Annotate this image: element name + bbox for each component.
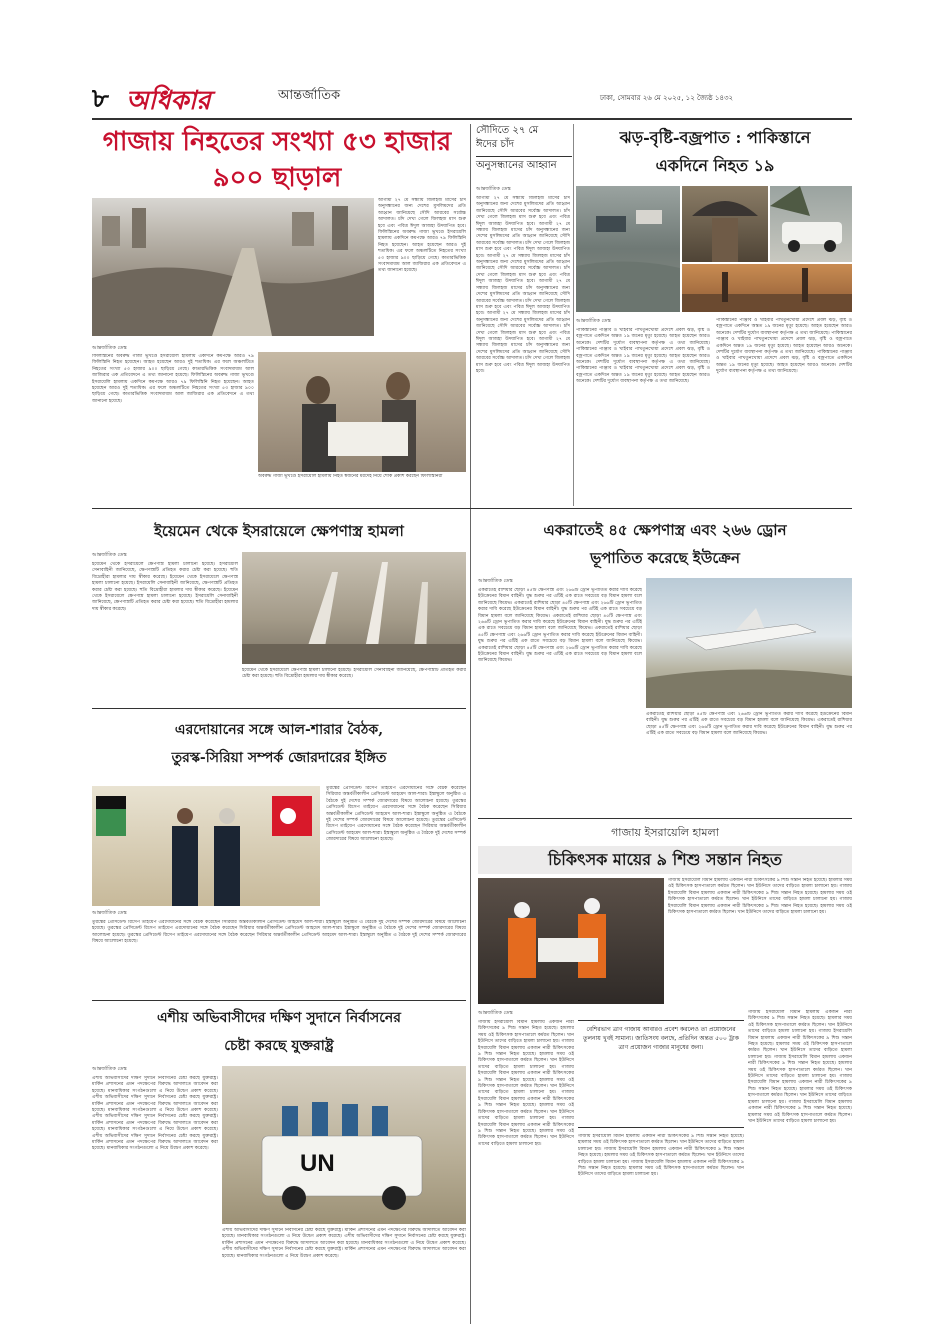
pakistan-title-line2: একদিনে নিহত ১৯ [655,156,775,175]
sudan-un-photo [222,1066,466,1224]
mourners-illustration [258,352,466,472]
ukraine-body-right: একরাতেই রাশিয়ার ছোড়া ৪৫টি ক্ষেপণাস্ত্র এবং ২৬৬টি ড্রোন ভূপাতিত করার দাবি করেছে ইউক্রেনের বিমান বাহিনী। যুদ্ধ শুরুর পর এটিই এক রাতে সবচেয়ে বড় বিমান হামলা বলে জানিয়েছে কিয়েভ। একরাতেই রাশিয়ার ছোড়া ৪৫টি ক্ষেপণাস্ত্র এবং ২৬৬টি ড্রোন ভূপাতিত করার দাবি করেছে ইউক্রেনের বিমান বাহিনী। যুদ্ধ শুরুর পর এটিই এক রাতে সবচেয়ে বড় বিমান হামলা বলে জানিয়েছে কিয়েভ। [646,712,852,737]
doctor-body-right: গাজায় ইসরায়েলি বিমান হামলায় একজন নারী চিকিৎসকের ৯ শিশু সন্তান নিহত হয়েছে। হামলার সময় ওই চিকিৎসক হাসপাতালে কর্মরত ছিলেন। খান ইউনিসে তাদের বাড়িতে হামলা চালানো হয়। গাজায় ইসরায়েলি বিমান হামলায় একজন নারী চিকিৎসকের ৯ শিশু সন্তান নিহত হয়েছে। হামলার সময় ওই চিকিৎসক হাসপাতালে কর্মরত ছিলেন। খান ইউনিসে তাদের বাড়িতে হামলা চালানো হয়। গাজায় ইসরায়েলি বিমান হামলায় একজন নারী চিকিৎসকের ৯ শিশু সন্তান নিহত হয়েছে। হামলার সময় ওই চিকিৎসক হাসপাতালে কর্মরত ছিলেন। খান ইউনিসে তাদের বাড়িতে হামলা চালানো হয়। [668,878,852,916]
doctor-headline: চিকিৎসক মায়ের ৯ শিশু সন্তান নিহত [478,846,852,874]
saudi-box [476,124,572,184]
section-rule [92,1000,466,1001]
turkey-title-line2: তুরস্ক-সিরিয়া সম্পর্ক জোরদারের ইঙ্গিত [171,750,387,766]
pakistan-street-photo [682,264,852,312]
ukraine-body-left: একরাতেই রাশিয়ার ছোড়া ৪৫টি ক্ষেপণাস্ত্র এবং ২৬৬টি ড্রোন ভূপাতিত করার দাবি করেছে ইউক্রেনের বিমান বাহিনী। যুদ্ধ শুরুর পর এটিই এক রাতে সবচেয়ে বড় বিমান হামলা বলে জানিয়েছে কিয়েভ। একরাতেই রাশিয়ার ছোড়া ৪৫টি ক্ষেপণাস্ত্র এবং ২৬৬টি ড্রোন ভূপাতিত করার দাবি করেছে ইউক্রেনের বিমান বাহিনী। যুদ্ধ শুরুর পর এটিই এক রাতে সবচেয়ে বড় বিমান হামলা বলে জানিয়েছে কিয়েভ। একরাতেই রাশিয়ার ছোড়া ৪৫টি ক্ষেপণাস্ত্র এবং ২৬৬টি ড্রোন ভূপাতিত করার দাবি করেছে ইউক্রেনের বিমান বাহিনী। যুদ্ধ শুরুর পর এটিই এক রাতে সবচেয়ে বড় বিমান হামলা বলে জানিয়েছে কিয়েভ। একরাতেই রাশিয়ার ছোড়া ৪৫টি ক্ষেপণাস্ত্র এবং ২৬৬টি ড্রোন ভূপাতিত করার দাবি করেছে ইউক্রেনের বিমান বাহিনী। যুদ্ধ শুরুর পর এটিই এক রাতে সবচেয়ে বড় বিমান হামলা বলে জানিয়েছে কিয়েভ। একরাতেই রাশিয়ার ছোড়া ৪৫টি ক্ষেপণাস্ত্র এবং ২৬৬টি ড্রোন ভূপাতিত করার দাবি করেছে ইউক্রেনের বিমান বাহিনী। যুদ্ধ শুরুর পর এটিই এক রাতে সবচেয়ে বড় বিমান হামলা বলে জানিয়েছে কিয়েভ। [478,588,642,664]
turkey-body-right: তুরস্কের প্রেসিডেন্ট রিসেপ তাইয়েপ এরদোয়ানের সঙ্গে বৈঠক করেছেন সিরিয়ার অন্তর্বর্তীকালীন প্রেসিডেন্ট আহমেদ আল-শারা। ইস্তাম্বুলে অনুষ্ঠিত এ বৈঠকে দুই দেশের সম্পর্ক জোরদারের বিষয়ে আলোচনা হয়েছে। তুরস্কের প্রেসিডেন্ট রিসেপ তাইয়েপ এরদোয়ানের সঙ্গে বৈঠক করেছেন সিরিয়ার অন্তর্বর্তীকালীন প্রেসিডেন্ট আহমেদ আল-শারা। ইস্তাম্বুলে অনুষ্ঠিত এ বৈঠকে দুই দেশের সম্পর্ক জোরদারের বিষয়ে আলোচনা হয়েছে। তুরস্কের প্রেসিডেন্ট রিসেপ তাইয়েপ এরদোয়ানের সঙ্গে বৈঠক করেছেন সিরিয়ার অন্তর্বর্তীকালীন প্রেসিডেন্ট আহমেদ আল-শারা। ইস্তাম্বুলে অনুষ্ঠিত এ বৈঠকে দুই দেশের সম্পর্ক জোরদারের বিষয়ে আলোচনা হয়েছে। [326,786,466,843]
gaza-body: ফিলিস্তিনের অবরুদ্ধ গাজা ভূখণ্ডে ইসরায়েলি হামলায় একদিনে কমপক্ষে আরও ৭৯ ফিলিস্তিনি নিহত হয়েছেন। আহত হয়েছেন আরও দুই শতাধিক। এর ফলে অঞ্চলটিতে নিহতের সংখ্যা ৫৩ হাজার ৯০০ ছাড়িয়ে গেছে। কাতারভিত্তিক সংবাদমাধ্যম আল জাজিরার এক প্রতিবেদনে এ তথ্য জানানো হয়েছে। ফিলিস্তিনের অবরুদ্ধ গাজা ভূখণ্ডে ইসরায়েলি হামলায় একদিনে কমপক্ষে আরও ৭৯ ফিলিস্তিনি নিহত হয়েছেন। আহত হয়েছেন আরও দুই শতাধিক। এর ফলে অঞ্চলটিতে নিহতের সংখ্যা ৫৩ হাজার ৯০০ ছাড়িয়ে গেছে। কাতারভিত্তিক সংবাদমাধ্যম আল জাজিরার এক প্রতিবেদনে এ তথ্য জানানো হয়েছে। [92,354,254,404]
yemen-body-left: ইয়েমেন থেকে ইসরায়েলে ক্ষেপণাস্ত্র হামলা চালানো হয়েছে। ইসরায়েলি সেনাবাহিনী জানিয়েছে, ক্ষেপণাস্ত্রটি প্রতিহত করার চেষ্টা করা হয়েছে। হুতি বিদ্রোহীরা হামলার দায় স্বীকার করেছে। ইয়েমেন থেকে ইসরায়েলে ক্ষেপণাস্ত্র হামলা চালানো হয়েছে। ইসরায়েলি সেনাবাহিনী জানিয়েছে, ক্ষেপণাস্ত্রটি প্রতিহত করার চেষ্টা করা হয়েছে। হুতি বিদ্রোহীরা হামলার দায় স্বীকার করেছে। ইয়েমেন থেকে ইসরায়েলে ক্ষেপণাস্ত্র হামলা চালানো হয়েছে। ইসরায়েলি সেনাবাহিনী জানিয়েছে, ক্ষেপণাস্ত্রটি প্রতিহত করার চেষ্টা করা হয়েছে। হুতি বিদ্রোহীরা হামলার দায় স্বীকার করেছে। [92,562,238,612]
saudi-title3: অনুসন্ধানের আহ্বান [476,156,572,173]
gaza-byline: আন্তর্জাতিক ডেস্ক [92,345,127,351]
page-number: ৮ [92,84,109,114]
gaza-title-line2: ৯০০ ছাড়াল [212,163,342,193]
saudi-title2: ঈদের চাঁদ [476,139,515,150]
doctor-body-mid: গাজায় ইসরায়েলি বিমান হামলায় একজন নারী চিকিৎসকের ৯ শিশু সন্তান নিহত হয়েছে। হামলার সময় ওই চিকিৎসক হাসপাতালে কর্মরত ছিলেন। খান ইউনিসে তাদের বাড়িতে হামলা চালানো হয়। গাজায় ইসরায়েলি বিমান হামলায় একজন নারী চিকিৎসকের ৯ শিশু সন্তান নিহত হয়েছে। হামলার সময় ওই চিকিৎসক হাসপাতালে কর্মরত ছিলেন। খান ইউনিসে তাদের বাড়িতে হামলা চালানো হয়। গাজায় ইসরায়েলি বিমান হামলায় একজন নারী চিকিৎসকের ৯ শিশু সন্তান নিহত হয়েছে। হামলার সময় ওই চিকিৎসক হাসপাতালে কর্মরত ছিলেন। খান ইউনিসে তাদের বাড়িতে হামলা চালানো হয়। [578,1134,744,1178]
car-illustration [770,186,852,262]
ukraine-title-line2: ভূপাতিত করেছে ইউক্রেন [590,549,740,567]
un-vehicle-label: UN [300,1150,335,1177]
missile-launch-illustration [242,552,466,664]
page-header [92,76,852,120]
pakistan-body-left: পাকিস্তানের পাঞ্জাব ও খাইবার পাখতুনখোয়া প্রদেশে প্রবল ঝড়, বৃষ্টি ও বজ্রপাতে একদিনে অন্তত ১৯ জনের মৃত্যু হয়েছে। আহত হয়েছেন আরও অনেকে। দেশটির দুর্যোগ ব্যবস্থাপনা কর্তৃপক্ষ এ তথ্য জানিয়েছে। পাকিস্তানের পাঞ্জাব ও খাইবার পাখতুনখোয়া প্রদেশে প্রবল ঝড়, বৃষ্টি ও বজ্রপাতে একদিনে অন্তত ১৯ জনের মৃত্যু হয়েছে। আহত হয়েছেন আরও অনেকে। দেশটির দুর্যোগ ব্যবস্থাপনা কর্তৃপক্ষ এ তথ্য জানিয়েছে। পাকিস্তানের পাঞ্জাব ও খাইবার পাখতুনখোয়া প্রদেশে প্রবল ঝড়, বৃষ্টি ও বজ্রপাতে একদিনে অন্তত ১৯ জনের মৃত্যু হয়েছে। আহত হয়েছেন আরও অনেকে। দেশটির দুর্যোগ ব্যবস্থাপনা কর্তৃপক্ষ এ তথ্য জানিয়েছে। [576,328,710,385]
pakistan-car-photo [770,186,852,262]
turkey-byline: আন্তর্জাতিক ডেস্ক [92,910,127,916]
pakistan-title-line1: ঝড়-বৃষ্টি-বজ্রপাত : পাকিস্তানে [619,128,811,147]
doctor-body-far-right: গাজায় ইসরায়েলি বিমান হামলায় একজন নারী চিকিৎসকের ৯ শিশু সন্তান নিহত হয়েছে। হামলার সময় ওই চিকিৎসক হাসপাতালে কর্মরত ছিলেন। খান ইউনিসে তাদের বাড়িতে হামলা চালানো হয়। গাজায় ইসরায়েলি বিমান হামলায় একজন নারী চিকিৎসকের ৯ শিশু সন্তান নিহত হয়েছে। হামলার সময় ওই চিকিৎসক হাসপাতালে কর্মরত ছিলেন। খান ইউনিসে তাদের বাড়িতে হামলা চালানো হয়। গাজায় ইসরায়েলি বিমান হামলায় একজন নারী চিকিৎসকের ৯ শিশু সন্তান নিহত হয়েছে। হামলার সময় ওই চিকিৎসক হাসপাতালে কর্মরত ছিলেন। খান ইউনিসে তাদের বাড়িতে হামলা চালানো হয়। গাজায় ইসরায়েলি বিমান হামলায় একজন নারী চিকিৎসকের ৯ শিশু সন্তান নিহত হয়েছে। হামলার সময় ওই চিকিৎসক হাসপাতালে কর্মরত ছিলেন। খান ইউনিসে তাদের বাড়িতে হামলা চালানো হয়। গাজায় ইসরায়েলি বিমান হামলায় একজন নারী চিকিৎসকের ৯ শিশু সন্তান নিহত হয়েছে। হামলার সময় ওই চিকিৎসক হাসপাতালে কর্মরত ছিলেন। খান ইউনিসে তাদের বাড়িতে হামলা চালানো হয়। [748,1010,852,1124]
pakistan-flood-photo [576,186,680,312]
pakistan-headline [578,124,852,180]
sudan-headline [92,1004,466,1060]
section-rule [478,818,852,819]
yemen-body-right: ইয়েমেন থেকে ইসরায়েলে ক্ষেপণাস্ত্র হামলা চালানো হয়েছে। ইসরায়েলি সেনাবাহিনী জানিয়েছে, ক্ষেপণাস্ত্রটি প্রতিহত করার চেষ্টা করা হয়েছে। হুতি বিদ্রোহীরা হামলার দায় স্বীকার করেছে। [242,668,466,680]
section-rule [92,708,466,709]
ukraine-byline: আন্তর্জাতিক ডেস্ক [478,578,513,584]
saudi-byline: আন্তর্জাতিক ডেস্ক [476,186,511,192]
rescue-illustration [478,878,664,1004]
gaza-mourners-photo [258,352,466,472]
gaza-headline [92,124,462,196]
flood-illustration [576,186,680,312]
yemen-missile-photo [242,552,466,664]
saudi-body: আগামী ২৭ মে সন্ধ্যায় জিলহজ মাসের চাঁদ অনুসন্ধানের জন্য দেশের মুসলিমদের প্রতি আহ্বান জানিয়েছে সৌদি আরবের সর্বোচ্চ আদালত। চাঁদ দেখা গেলে জিলহজ মাস শুরু হবে এবং পবিত্র ঈদুল আজহা উদযাপিত হবে। আগামী ২৭ মে সন্ধ্যায় জিলহজ মাসের চাঁদ অনুসন্ধানের জন্য দেশের মুসলিমদের প্রতি আহ্বান জানিয়েছে সৌদি আরবের সর্বোচ্চ আদালত। চাঁদ দেখা গেলে জিলহজ মাস শুরু হবে এবং পবিত্র ঈদুল আজহা উদযাপিত হবে। আগামী ২৭ মে সন্ধ্যায় জিলহজ মাসের চাঁদ অনুসন্ধানের জন্য দেশের মুসলিমদের প্রতি আহ্বান জানিয়েছে সৌদি আরবের সর্বোচ্চ আদালত। চাঁদ দেখা গেলে জিলহজ মাস শুরু হবে এবং পবিত্র ঈদুল আজহা উদযাপিত হবে। আগামী ২৭ মে সন্ধ্যায় জিলহজ মাসের চাঁদ অনুসন্ধানের জন্য দেশের মুসলিমদের প্রতি আহ্বান জানিয়েছে সৌদি আরবের সর্বোচ্চ আদালত। চাঁদ দেখা গেলে জিলহজ মাস শুরু হবে এবং পবিত্র ঈদুল আজহা উদযাপিত হবে। আগামী ২৭ মে সন্ধ্যায় জিলহজ মাসের চাঁদ অনুসন্ধানের জন্য দেশের মুসলিমদের প্রতি আহ্বান জানিয়েছে সৌদি আরবের সর্বোচ্চ আদালত। চাঁদ দেখা গেলে জিলহজ মাস শুরু হবে এবং পবিত্র ঈদুল আজহা উদযাপিত হবে। আগামী ২৭ মে সন্ধ্যায় জিলহজ মাসের চাঁদ অনুসন্ধানের জন্য দেশের মুসলিমদের প্রতি আহ্বান জানিয়েছে সৌদি আরবের সর্বোচ্চ আদালত। চাঁদ দেখা গেলে জিলহজ মাস শুরু হবে এবং পবিত্র ঈদুল আজহা উদযাপিত হবে। [476,196,570,374]
issue-date: ঢাকা, সোমবার ২৬ মে ২০২৫, ১২ জ্যৈষ্ঠ ১৪৩২ [600,94,734,102]
un-vehicle-illustration [222,1066,466,1224]
section-label: আন্তর্জাতিক [278,88,341,103]
sudan-body-left: এশীয় অভিবাসীদের দক্ষিণ সুদানে নির্বাসনের চেষ্টা করছে যুক্তরাষ্ট্র। মার্কিন প্রশাসনের এমন পদক্ষেপের বিরুদ্ধে আদালতে আবেদন করা হয়েছে। মানবাধিকার সংগঠনগুলো এ নিয়ে উদ্বেগ প্রকাশ করেছে। এশীয় অভিবাসীদের দক্ষিণ সুদানে নির্বাসনের চেষ্টা করছে যুক্তরাষ্ট্র। মার্কিন প্রশাসনের এমন পদক্ষেপের বিরুদ্ধে আদালতে আবেদন করা হয়েছে। মানবাধিকার সংগঠনগুলো এ নিয়ে উদ্বেগ প্রকাশ করেছে। এশীয় অভিবাসীদের দক্ষিণ সুদানে নির্বাসনের চেষ্টা করছে যুক্তরাষ্ট্র। মার্কিন প্রশাসনের এমন পদক্ষেপের বিরুদ্ধে আদালতে আবেদন করা হয়েছে। মানবাধিকার সংগঠনগুলো এ নিয়ে উদ্বেগ প্রকাশ করেছে। এশীয় অভিবাসীদের দক্ষিণ সুদানে নির্বাসনের চেষ্টা করছে যুক্তরাষ্ট্র। মার্কিন প্রশাসনের এমন পদক্ষেপের বিরুদ্ধে আদালতে আবেদন করা হয়েছে। মানবাধিকার সংগঠনগুলো এ নিয়ে উদ্বেগ প্রকাশ করেছে। [92,1076,218,1152]
yemen-headline: ইয়েমেন থেকে ইসরায়েলে ক্ষেপণাস্ত্র হামলা [154,522,404,540]
gaza-rubble-photo [92,198,374,336]
storm-street-illustration [682,264,852,312]
column-divider [470,124,471,1324]
doctor-quote-text: বেশিরভাগ ত্রাণ গাজায় আবারও প্রবেশ করলেও তা প্রয়োজনের তুলনায় খুবই সামান্য। জাতিসংঘ বলছে, প্রতিদিন অন্তত ৫০০ ট্রাক ত্রাণ প্রয়োজন গাজার মানুষের জন্য। [583,1026,739,1051]
ukraine-drone-photo [646,578,852,708]
meeting-illustration [92,786,320,906]
section-rule [92,508,852,509]
header-rule [92,118,852,120]
doctor-body-left: গাজায় ইসরায়েলি বিমান হামলায় একজন নারী চিকিৎসকের ৯ শিশু সন্তান নিহত হয়েছে। হামলার সময় ওই চিকিৎসক হাসপাতালে কর্মরত ছিলেন। খান ইউনিসে তাদের বাড়িতে হামলা চালানো হয়। গাজায় ইসরায়েলি বিমান হামলায় একজন নারী চিকিৎসকের ৯ শিশু সন্তান নিহত হয়েছে। হামলার সময় ওই চিকিৎসক হাসপাতালে কর্মরত ছিলেন। খান ইউনিসে তাদের বাড়িতে হামলা চালানো হয়। গাজায় ইসরায়েলি বিমান হামলায় একজন নারী চিকিৎসকের ৯ শিশু সন্তান নিহত হয়েছে। হামলার সময় ওই চিকিৎসক হাসপাতালে কর্মরত ছিলেন। খান ইউনিসে তাদের বাড়িতে হামলা চালানো হয়। গাজায় ইসরায়েলি বিমান হামলায় একজন নারী চিকিৎসকের ৯ শিশু সন্তান নিহত হয়েছে। হামলার সময় ওই চিকিৎসক হাসপাতালে কর্মরত ছিলেন। খান ইউনিসে তাদের বাড়িতে হামলা চালানো হয়। গাজায় ইসরায়েলি বিমান হামলায় একজন নারী চিকিৎসকের ৯ শিশু সন্তান নিহত হয়েছে। হামলার সময় ওই চিকিৎসক হাসপাতালে কর্মরত ছিলেন। খান ইউনিসে তাদের বাড়িতে হামলা চালানো হয়। [478,1020,574,1147]
ukraine-headline [478,516,852,572]
masthead-text: অধিকার [126,86,211,116]
gaza-right-column-text: আগামী ২৭ মে সন্ধ্যায় জিলহজ মাসের চাঁদ অনুসন্ধানের জন্য দেশের মুসলিমদের প্রতি আহ্বান জানিয়েছে সৌদি আরবের সর্বোচ্চ আদালত। চাঁদ দেখা গেলে জিলহজ মাস শুরু হবে এবং পবিত্র ঈদুল আজহা উদযাপিত হবে। ফিলিস্তিনের অবরুদ্ধ গাজা ভূখণ্ডে ইসরায়েলি হামলায় একদিনে কমপক্ষে আরও ৭৯ ফিলিস্তিনি নিহত হয়েছেন। আহত হয়েছেন আরও দুই শতাধিক। এর ফলে অঞ্চলটিতে নিহতের সংখ্যা ৫৩ হাজার ৯০০ ছাড়িয়ে গেছে। কাতারভিত্তিক সংবাদমাধ্যম আল জাজিরার এক প্রতিবেদনে এ তথ্য জানানো হয়েছে। [378,198,466,274]
yemen-byline: আন্তর্জাতিক ডেস্ক [92,552,127,558]
pakistan-body-right: পাকিস্তানের পাঞ্জাব ও খাইবার পাখতুনখোয়া প্রদেশে প্রবল ঝড়, বৃষ্টি ও বজ্রপাতে একদিনে অন্তত ১৯ জনের মৃত্যু হয়েছে। আহত হয়েছেন আরও অনেকে। দেশটির দুর্যোগ ব্যবস্থাপনা কর্তৃপক্ষ এ তথ্য জানিয়েছে। পাকিস্তানের পাঞ্জাব ও খাইবার পাখতুনখোয়া প্রদেশে প্রবল ঝড়, বৃষ্টি ও বজ্রপাতে একদিনে অন্তত ১৯ জনের মৃত্যু হয়েছে। আহত হয়েছেন আরও অনেকে। দেশটির দুর্যোগ ব্যবস্থাপনা কর্তৃপক্ষ এ তথ্য জানিয়েছে। পাকিস্তানের পাঞ্জাব ও খাইবার পাখতুনখোয়া প্রদেশে প্রবল ঝড়, বৃষ্টি ও বজ্রপাতে একদিনে অন্তত ১৯ জনের মৃত্যু হয়েছে। আহত হয়েছেন আরও অনেকে। দেশটির দুর্যোগ ব্যবস্থাপনা কর্তৃপক্ষ এ তথ্য জানিয়েছে। [716,318,852,375]
sudan-body-right: এশীয় অভিবাসীদের দক্ষিণ সুদানে নির্বাসনের চেষ্টা করছে যুক্তরাষ্ট্র। মার্কিন প্রশাসনের এমন পদক্ষেপের বিরুদ্ধে আদালতে আবেদন করা হয়েছে। মানবাধিকার সংগঠনগুলো এ নিয়ে উদ্বেগ প্রকাশ করেছে। এশীয় অভিবাসীদের দক্ষিণ সুদানে নির্বাসনের চেষ্টা করছে যুক্তরাষ্ট্র। মার্কিন প্রশাসনের এমন পদক্ষেপের বিরুদ্ধে আদালতে আবেদন করা হয়েছে। মানবাধিকার সংগঠনগুলো এ নিয়ে উদ্বেগ প্রকাশ করেছে। এশীয় অভিবাসীদের দক্ষিণ সুদানে নির্বাসনের চেষ্টা করছে যুক্তরাষ্ট্র। মার্কিন প্রশাসনের এমন পদক্ষেপের বিরুদ্ধে আদালতে আবেদন করা হয়েছে। মানবাধিকার সংগঠনগুলো এ নিয়ে উদ্বেগ প্রকাশ করেছে। [222,1228,466,1259]
turkey-title-line1: এরদোয়ানের সঙ্গে আল-শারার বৈঠক, [174,722,384,738]
gaza-photo-caption: অবরুদ্ধ গাজা ভূখণ্ডে ইসরায়েলি হামলায় নিহত স্বজনের মরদেহ নিয়ে শোক প্রকাশ করছেন ফিলিস্তিনিরা [258,474,443,479]
sudan-title-line2: চেষ্টা করছে যুক্তরাষ্ট্র [224,1038,334,1054]
sudan-byline: আন্তর্জাতিক ডেস্ক [92,1066,127,1072]
rubble-illustration [92,198,374,336]
umbrella-illustration [682,186,768,262]
doctor-byline: আন্তর্জাতিক ডেস্ক [478,1010,513,1016]
drone-illustration [646,578,852,708]
turkey-meeting-photo [92,786,320,906]
column-divider [573,124,574,506]
gaza-title-line1: গাজায় নিহতের সংখ্যা ৫৩ হাজার [102,127,452,157]
turkey-headline [92,716,466,772]
doctor-pull-quote [578,1020,744,1128]
doctor-kicker: গাজায় ইসরায়েলি হামলা [611,826,719,839]
pakistan-umbrella-photo [682,186,768,262]
sudan-title-line1: এশীয় অভিবাসীদের দক্ষিণ সুদানে নির্বাসনের [157,1010,401,1026]
turkey-body-bottom: তুরস্কের প্রেসিডেন্ট রিসেপ তাইয়েপ এরদোয়ানের সঙ্গে বৈঠক করেছেন সিরিয়ার অন্তর্বর্তীকালীন প্রেসিডেন্ট আহমেদ আল-শারা। ইস্তাম্বুলে অনুষ্ঠিত এ বৈঠকে দুই দেশের সম্পর্ক জোরদারের বিষয়ে আলোচনা হয়েছে। তুরস্কের প্রেসিডেন্ট রিসেপ তাইয়েপ এরদোয়ানের সঙ্গে বৈঠক করেছেন সিরিয়ার অন্তর্বর্তীকালীন প্রেসিডেন্ট আহমেদ আল-শারা। ইস্তাম্বুলে অনুষ্ঠিত এ বৈঠকে দুই দেশের সম্পর্ক জোরদারের বিষয়ে আলোচনা হয়েছে। তুরস্কের প্রেসিডেন্ট রিসেপ তাইয়েপ এরদোয়ানের সঙ্গে বৈঠক করেছেন সিরিয়ার অন্তর্বর্তীকালীন প্রেসিডেন্ট আহমেদ আল-শারা। ইস্তাম্বুলে অনুষ্ঠিত এ বৈঠকে দুই দেশের সম্পর্ক জোরদারের বিষয়ে আলোচনা হয়েছে। [92,920,466,945]
doctor-rescue-photo [478,878,664,1004]
pakistan-byline: আন্তর্জাতিক ডেস্ক [576,318,611,324]
saudi-title1: সৌদিতে ২৭ মে [476,125,539,136]
ukraine-title-line1: একরাতেই ৪৫ ক্ষেপণাস্ত্র এবং ২৬৬ ড্রোন [543,521,787,539]
masthead-logo [126,80,236,116]
